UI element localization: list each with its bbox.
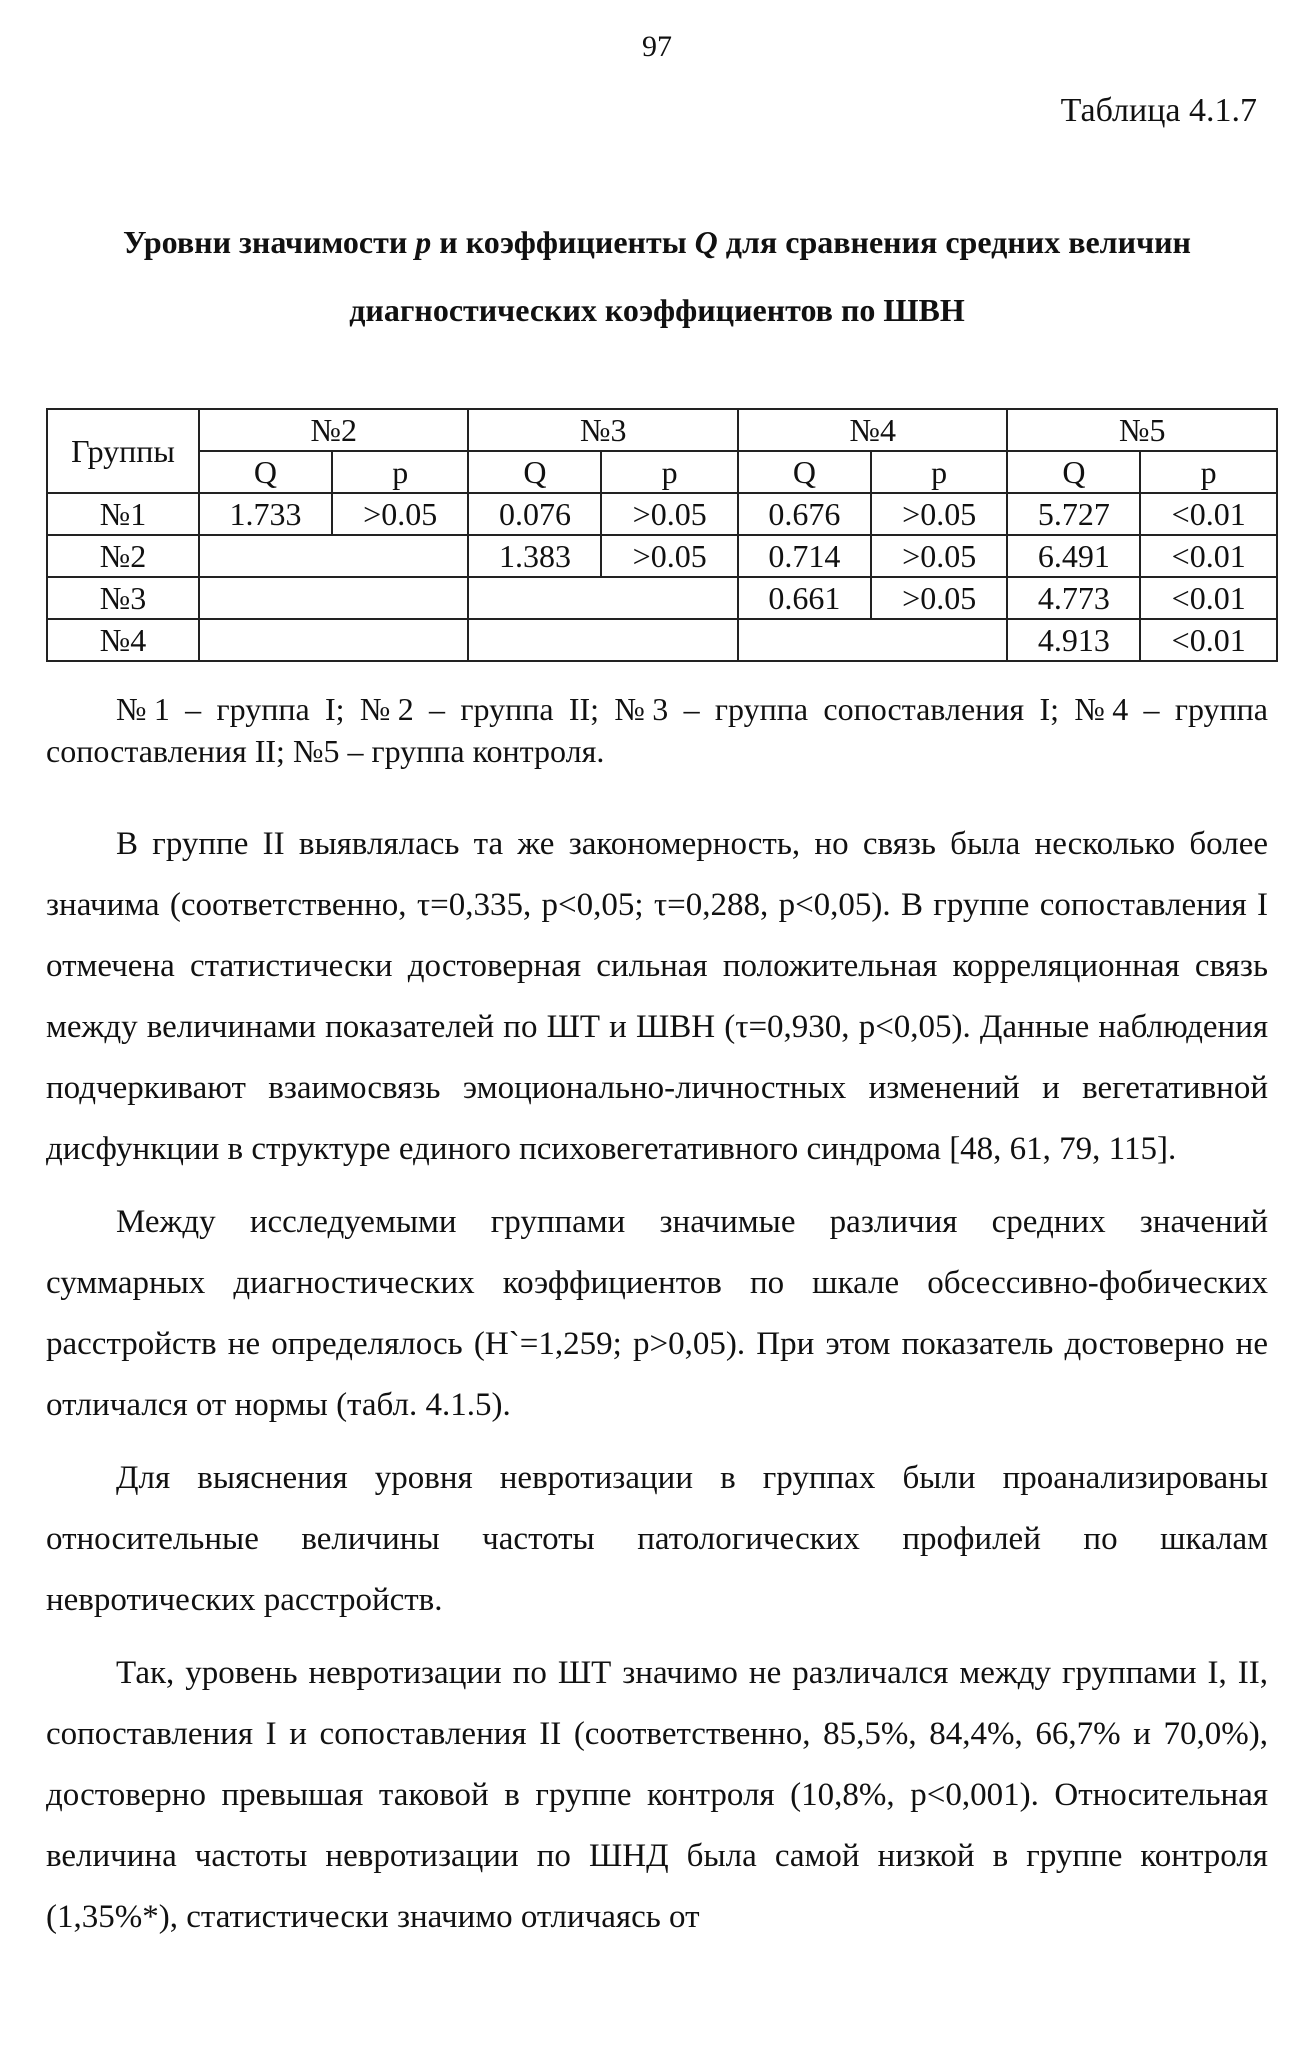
title-q-symbol: Q	[694, 224, 718, 260]
table-row	[47, 493, 1277, 535]
empty-cell	[199, 577, 468, 619]
empty-cell	[468, 619, 737, 661]
row-label: №1	[47, 493, 199, 535]
table-cell: <0.01	[1140, 577, 1277, 619]
table-cell: 4.773	[1007, 577, 1140, 619]
sub-header-p: p	[1140, 451, 1277, 493]
sub-header-p: p	[332, 451, 469, 493]
empty-cell	[199, 535, 468, 577]
table-cell: 0.661	[738, 577, 871, 619]
table-cell: >0.05	[601, 493, 738, 535]
title-p-symbol: p	[415, 224, 432, 260]
column-group-header: №4	[738, 409, 1007, 451]
groups-header: Группы	[47, 409, 199, 493]
sub-header-q: Q	[199, 451, 332, 493]
paragraph: Для выяснения уровня невротизации в группах были проанализированы относительные величины частоты патологических профилей по шкалам невротических расстройств.	[46, 1460, 1268, 1618]
title-part3: для сравнения средних величин диагностических коэффициентов по ШВН	[349, 224, 1191, 328]
table-label: Таблица 4.1.7	[1060, 92, 1257, 129]
table-footnote: №1 – группа I; №2 – группа II; №3 – группа сопоставления I; №4 – группа сопоставления II; №5 – группа контроля.	[46, 691, 1268, 769]
empty-cell	[738, 619, 1007, 661]
sub-header-q: Q	[468, 451, 601, 493]
table-cell: 0.714	[738, 535, 871, 577]
empty-cell	[468, 577, 737, 619]
body-text	[46, 814, 1268, 1948]
sub-header-p: p	[871, 451, 1008, 493]
column-group-header: №2	[199, 409, 468, 451]
table-cell: 5.727	[1007, 493, 1140, 535]
table-cell: 0.076	[468, 493, 601, 535]
table-cell: >0.05	[871, 493, 1008, 535]
paragraph: Так, уровень невротизации по ШТ значимо не различался между группами I, II, сопоставления I и сопоставления II (соответственно, 85,5%, 84,4%, 66,7% и 70,0%), достоверно превышая таковой в группе контроля (10,8%, p<0,001). Относительная величина частоты невротизации по ШНД была самой низкой в группе контроля (1,35%*), статистически значимо отличаясь от	[46, 1655, 1268, 1935]
page-number: 97	[642, 30, 672, 63]
row-label: №3	[47, 577, 199, 619]
significance-table	[46, 408, 1278, 662]
table-cell: 1.383	[468, 535, 601, 577]
table-cell: 0.676	[738, 493, 871, 535]
table-cell: 6.491	[1007, 535, 1140, 577]
row-label: №2	[47, 535, 199, 577]
column-group-header: №5	[1007, 409, 1277, 451]
table-cell: 4.913	[1007, 619, 1140, 661]
table-cell: >0.05	[601, 535, 738, 577]
table-row	[47, 619, 1277, 661]
row-label: №4	[47, 619, 199, 661]
table-row	[47, 577, 1277, 619]
table-cell: >0.05	[871, 577, 1008, 619]
column-group-header: №3	[468, 409, 737, 451]
empty-cell	[199, 619, 468, 661]
paragraph: В группе II выявлялась та же закономерность, но связь была несколько более значима (соответственно, τ=0,335, p<0,05; τ=0,288, p<0,05). В группе сопоставления I отмечена статистически достоверная сильная положительная корреляционная связь между величинами показателей по ШТ и ШВН (τ=0,930, p<0,05). Данные наблюдения подчеркивают взаимосвязь эмоционально-личностных изменений и вегетативной дисфункции в структуре единого психовегетативного синдрома [48, 61, 79, 115].	[46, 826, 1268, 1167]
table-cell: 1.733	[199, 493, 332, 535]
sub-header-p: p	[601, 451, 738, 493]
sub-header-q: Q	[738, 451, 871, 493]
table-title	[40, 208, 1274, 344]
sub-header-q: Q	[1007, 451, 1140, 493]
table-cell: <0.01	[1140, 535, 1277, 577]
table-cell: >0.05	[332, 493, 469, 535]
paragraph: Между исследуемыми группами значимые различия средних значений суммарных диагностических коэффициентов по шкале обсессивно-фобических расстройств не определялось (H`=1,259; p>0,05). При этом показатель достоверно не отличался от нормы (табл. 4.1.5).	[46, 1204, 1268, 1423]
title-part1: Уровни значимости	[123, 224, 416, 260]
title-part2: и коэффициенты	[431, 224, 695, 260]
table-cell: <0.01	[1140, 493, 1277, 535]
table-row	[47, 535, 1277, 577]
table-cell: <0.01	[1140, 619, 1277, 661]
table-cell: >0.05	[871, 535, 1008, 577]
